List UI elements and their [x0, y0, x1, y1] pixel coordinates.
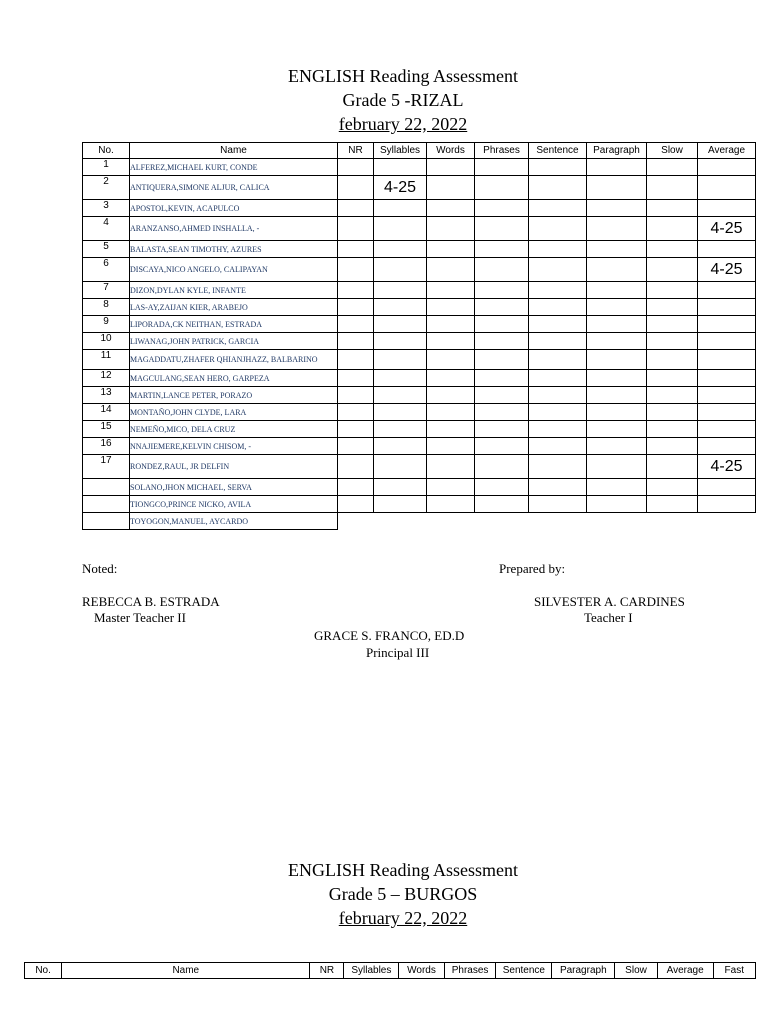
student-name: NEMEÑO,MICO, DELA CRUZ	[130, 421, 338, 438]
syllables-cell	[374, 316, 427, 333]
row-number: 4	[83, 217, 130, 241]
col-header-slow: Slow	[615, 963, 657, 979]
syllables-cell	[374, 496, 427, 513]
student-name: DIZON,DYLAN KYLE, INFANTE	[130, 282, 338, 299]
student-name: MAGCULANG,SEAN HERO, GARPEZA	[130, 370, 338, 387]
sentence-cell	[529, 387, 587, 404]
syllables-cell	[374, 217, 427, 241]
slow-cell	[647, 176, 698, 200]
average-cell	[698, 333, 756, 350]
col-header-syllables: Syllables	[344, 963, 399, 979]
col-header-no: No.	[83, 143, 130, 159]
col-header-name: Name	[130, 143, 338, 159]
nr-cell	[338, 513, 374, 530]
syllables-cell: 4-25	[374, 176, 427, 200]
words-cell	[427, 200, 475, 217]
slow-cell	[647, 159, 698, 176]
paragraph-cell	[587, 333, 647, 350]
words-cell	[427, 421, 475, 438]
student-name: ARANZANSO,AHMED INSHALLA, -	[130, 217, 338, 241]
words-cell	[427, 438, 475, 455]
phrases-cell	[475, 200, 529, 217]
nr-cell	[338, 350, 374, 370]
average-cell	[698, 438, 756, 455]
row-number: 6	[83, 258, 130, 282]
section-1-grade: Grade 5 -RIZAL	[342, 90, 464, 110]
sentence-cell	[529, 350, 587, 370]
student-name: ANTIQUERA,SIMONE ALJUR, CALICA	[130, 176, 338, 200]
principal-title: Principal III	[366, 645, 430, 660]
slow-cell	[647, 258, 698, 282]
slow-cell	[647, 217, 698, 241]
row-number: 8	[83, 299, 130, 316]
slow-cell	[647, 455, 698, 479]
table-row	[83, 333, 756, 350]
phrases-cell	[475, 370, 529, 387]
nr-cell	[338, 159, 374, 176]
phrases-cell	[475, 159, 529, 176]
nr-cell	[338, 241, 374, 258]
table-header-row	[83, 143, 756, 159]
phrases-cell	[475, 316, 529, 333]
col-header-slow: Slow	[647, 143, 698, 159]
nr-cell	[338, 282, 374, 299]
nr-cell	[338, 496, 374, 513]
noted-name: REBECCA B. ESTRADA	[82, 594, 220, 609]
sentence-cell	[529, 421, 587, 438]
row-number: 1	[83, 159, 130, 176]
slow-cell	[647, 404, 698, 421]
student-name: DISCAYA,NICO ANGELO, CALIPAYAN	[130, 258, 338, 282]
paragraph-cell	[587, 241, 647, 258]
paragraph-cell	[587, 282, 647, 299]
words-cell	[427, 455, 475, 479]
section-2-date: february 22, 2022	[338, 908, 468, 928]
table-row	[83, 479, 756, 496]
paragraph-cell	[587, 421, 647, 438]
syllables-cell	[374, 421, 427, 438]
section-1-title: ENGLISH Reading Assessment	[288, 66, 518, 86]
syllables-cell	[374, 438, 427, 455]
row-number	[83, 496, 130, 513]
sentence-cell	[529, 513, 587, 530]
average-cell	[698, 200, 756, 217]
col-header-words: Words	[427, 143, 475, 159]
average-cell	[698, 387, 756, 404]
average-cell	[698, 421, 756, 438]
average-cell	[698, 370, 756, 387]
nr-cell	[338, 217, 374, 241]
syllables-cell	[374, 282, 427, 299]
words-cell	[427, 479, 475, 496]
words-cell	[427, 258, 475, 282]
average-cell	[698, 176, 756, 200]
words-cell	[427, 370, 475, 387]
slow-cell	[647, 241, 698, 258]
average-cell: 4-25	[698, 455, 756, 479]
paragraph-cell	[587, 455, 647, 479]
paragraph-cell	[587, 479, 647, 496]
paragraph-cell	[587, 217, 647, 241]
nr-cell	[338, 438, 374, 455]
burgos-assessment-table	[24, 962, 756, 979]
paragraph-cell	[587, 404, 647, 421]
student-name: TIONGCO,PRINCE NICKO, AVILA	[130, 496, 338, 513]
paragraph-cell	[587, 387, 647, 404]
nr-cell	[338, 455, 374, 479]
words-cell	[427, 513, 475, 530]
average-cell	[698, 159, 756, 176]
student-name: TOYOGON,MANUEL, AYCARDO	[130, 513, 338, 530]
syllables-cell	[374, 455, 427, 479]
table-row	[83, 421, 756, 438]
section-1-date: february 22, 2022	[338, 114, 468, 134]
slow-cell	[647, 299, 698, 316]
sentence-cell	[529, 404, 587, 421]
nr-cell	[338, 258, 374, 282]
paragraph-cell	[587, 258, 647, 282]
phrases-cell	[475, 479, 529, 496]
average-cell	[698, 350, 756, 370]
words-cell	[427, 333, 475, 350]
sentence-cell	[529, 159, 587, 176]
student-name: APOSTOL,KEVIN, ACAPULCO	[130, 200, 338, 217]
syllables-cell	[374, 479, 427, 496]
row-number: 7	[83, 282, 130, 299]
table-row	[83, 387, 756, 404]
slow-cell	[647, 421, 698, 438]
col-header-nr: NR	[338, 143, 374, 159]
student-name: MONTAÑO,JOHN CLYDE, LARA	[130, 404, 338, 421]
sentence-cell	[529, 370, 587, 387]
row-number: 9	[83, 316, 130, 333]
section-1-header	[0, 64, 768, 136]
sentence-cell	[529, 217, 587, 241]
phrases-cell	[475, 241, 529, 258]
words-cell	[427, 350, 475, 370]
sentence-cell	[529, 316, 587, 333]
nr-cell	[338, 479, 374, 496]
average-cell	[698, 241, 756, 258]
col-header-average: Average	[698, 143, 756, 159]
words-cell	[427, 241, 475, 258]
syllables-cell	[374, 513, 427, 530]
syllables-cell	[374, 404, 427, 421]
section-2-header	[0, 858, 768, 930]
nr-cell	[338, 404, 374, 421]
phrases-cell	[475, 217, 529, 241]
table-row	[83, 438, 756, 455]
row-number: 13	[83, 387, 130, 404]
sentence-cell	[529, 438, 587, 455]
phrases-cell	[475, 421, 529, 438]
paragraph-cell	[587, 299, 647, 316]
paragraph-cell	[587, 438, 647, 455]
average-cell	[698, 316, 756, 333]
col-header-phrases: Phrases	[475, 143, 529, 159]
words-cell	[427, 282, 475, 299]
slow-cell	[647, 333, 698, 350]
phrases-cell	[475, 387, 529, 404]
slow-cell	[647, 387, 698, 404]
section-2-grade: Grade 5 – BURGOS	[328, 884, 478, 904]
syllables-cell	[374, 350, 427, 370]
table-row	[83, 404, 756, 421]
nr-cell	[338, 200, 374, 217]
phrases-cell	[475, 404, 529, 421]
student-name: ALFEREZ,MICHAEL KURT, CONDE	[130, 159, 338, 176]
student-name: LIWANAG,JOHN PATRICK, GARCIA	[130, 333, 338, 350]
average-cell	[698, 513, 756, 530]
paragraph-cell	[587, 316, 647, 333]
table-row	[83, 299, 756, 316]
nr-cell	[338, 387, 374, 404]
words-cell	[427, 387, 475, 404]
nr-cell	[338, 299, 374, 316]
table-row	[83, 513, 756, 530]
table-row	[83, 159, 756, 176]
row-number: 12	[83, 370, 130, 387]
row-number: 17	[83, 455, 130, 479]
table-row	[83, 176, 756, 200]
slow-cell	[647, 200, 698, 217]
nr-cell	[338, 176, 374, 200]
table-row	[83, 241, 756, 258]
sentence-cell	[529, 333, 587, 350]
prepared-title: Teacher I	[584, 610, 633, 625]
row-number: 15	[83, 421, 130, 438]
phrases-cell	[475, 350, 529, 370]
row-number	[83, 479, 130, 496]
col-header-nr: NR	[310, 963, 344, 979]
slow-cell	[647, 350, 698, 370]
paragraph-cell	[587, 496, 647, 513]
words-cell	[427, 217, 475, 241]
student-name: MARTIN,LANCE PETER, PORAZO	[130, 387, 338, 404]
col-header-words: Words	[399, 963, 444, 979]
paragraph-cell	[587, 176, 647, 200]
table-row	[83, 316, 756, 333]
sentence-cell	[529, 282, 587, 299]
student-name: MAGADDATU,ZHAFER QHIANJHAZZ, BALBARINO	[130, 350, 338, 370]
principal-name: GRACE S. FRANCO, ED.D	[314, 628, 465, 643]
sentence-cell	[529, 258, 587, 282]
syllables-cell	[374, 299, 427, 316]
row-number: 2	[83, 176, 130, 200]
col-header-name: Name	[62, 963, 310, 979]
average-cell	[698, 479, 756, 496]
nr-cell	[338, 421, 374, 438]
table-header-row	[25, 963, 756, 979]
paragraph-cell	[587, 350, 647, 370]
syllables-cell	[374, 241, 427, 258]
student-name: NNAJIEMERE,KELVIN CHISOM, -	[130, 438, 338, 455]
phrases-cell	[475, 438, 529, 455]
rizal-assessment-table	[82, 142, 756, 530]
col-header-paragraph: Paragraph	[587, 143, 647, 159]
slow-cell	[647, 370, 698, 387]
table-row	[83, 258, 756, 282]
noted-title: Master Teacher II	[94, 610, 186, 625]
row-number: 14	[83, 404, 130, 421]
noted-label: Noted:	[82, 561, 118, 576]
words-cell	[427, 316, 475, 333]
paragraph-cell	[587, 370, 647, 387]
phrases-cell	[475, 333, 529, 350]
phrases-cell	[475, 299, 529, 316]
syllables-cell	[374, 159, 427, 176]
sentence-cell	[529, 200, 587, 217]
col-header-average: Average	[657, 963, 713, 979]
words-cell	[427, 176, 475, 200]
table-row	[83, 370, 756, 387]
sentence-cell	[529, 176, 587, 200]
table-row	[83, 455, 756, 479]
syllables-cell	[374, 200, 427, 217]
nr-cell	[338, 333, 374, 350]
student-name: LIPORADA,CK NEITHAN, ESTRADA	[130, 316, 338, 333]
sentence-cell	[529, 241, 587, 258]
row-number: 16	[83, 438, 130, 455]
phrases-cell	[475, 455, 529, 479]
col-header-sentence: Sentence	[496, 963, 552, 979]
col-header-no: No.	[25, 963, 62, 979]
prepared-name: SILVESTER A. CARDINES	[534, 594, 685, 609]
phrases-cell	[475, 258, 529, 282]
section-2-title: ENGLISH Reading Assessment	[288, 860, 518, 880]
table-row	[83, 217, 756, 241]
words-cell	[427, 299, 475, 316]
student-name: SOLANO,JHON MICHAEL, SERVA	[130, 479, 338, 496]
syllables-cell	[374, 387, 427, 404]
average-cell	[698, 496, 756, 513]
col-header-syllables: Syllables	[374, 143, 427, 159]
paragraph-cell	[587, 513, 647, 530]
table-row	[83, 350, 756, 370]
table-row	[83, 282, 756, 299]
average-cell: 4-25	[698, 258, 756, 282]
table-row	[83, 200, 756, 217]
row-number: 11	[83, 350, 130, 370]
student-name: BALASTA,SEAN TIMOTHY, AZURES	[130, 241, 338, 258]
slow-cell	[647, 316, 698, 333]
average-cell	[698, 404, 756, 421]
phrases-cell	[475, 513, 529, 530]
student-name: LAS-AY,ZAIJAN KIER, ARABEJO	[130, 299, 338, 316]
phrases-cell	[475, 176, 529, 200]
sentence-cell	[529, 496, 587, 513]
nr-cell	[338, 370, 374, 387]
slow-cell	[647, 513, 698, 530]
average-cell	[698, 299, 756, 316]
phrases-cell	[475, 496, 529, 513]
slow-cell	[647, 282, 698, 299]
slow-cell	[647, 479, 698, 496]
sentence-cell	[529, 479, 587, 496]
nr-cell	[338, 316, 374, 333]
paragraph-cell	[587, 159, 647, 176]
col-header-fast: Fast	[713, 963, 755, 979]
prepared-label: Prepared by:	[499, 561, 566, 576]
student-name: RONDEZ,RAUL, JR DELFIN	[130, 455, 338, 479]
row-number: 10	[83, 333, 130, 350]
paragraph-cell	[587, 200, 647, 217]
row-number: 3	[83, 200, 130, 217]
average-cell: 4-25	[698, 217, 756, 241]
slow-cell	[647, 496, 698, 513]
table-row	[83, 496, 756, 513]
syllables-cell	[374, 258, 427, 282]
col-header-phrases: Phrases	[444, 963, 496, 979]
words-cell	[427, 404, 475, 421]
col-header-paragraph: Paragraph	[552, 963, 615, 979]
slow-cell	[647, 438, 698, 455]
average-cell	[698, 282, 756, 299]
col-header-sentence: Sentence	[529, 143, 587, 159]
phrases-cell	[475, 282, 529, 299]
words-cell	[427, 496, 475, 513]
syllables-cell	[374, 333, 427, 350]
table-body	[83, 159, 756, 530]
words-cell	[427, 159, 475, 176]
syllables-cell	[374, 370, 427, 387]
row-number	[83, 513, 130, 530]
sentence-cell	[529, 299, 587, 316]
row-number: 5	[83, 241, 130, 258]
sentence-cell	[529, 455, 587, 479]
